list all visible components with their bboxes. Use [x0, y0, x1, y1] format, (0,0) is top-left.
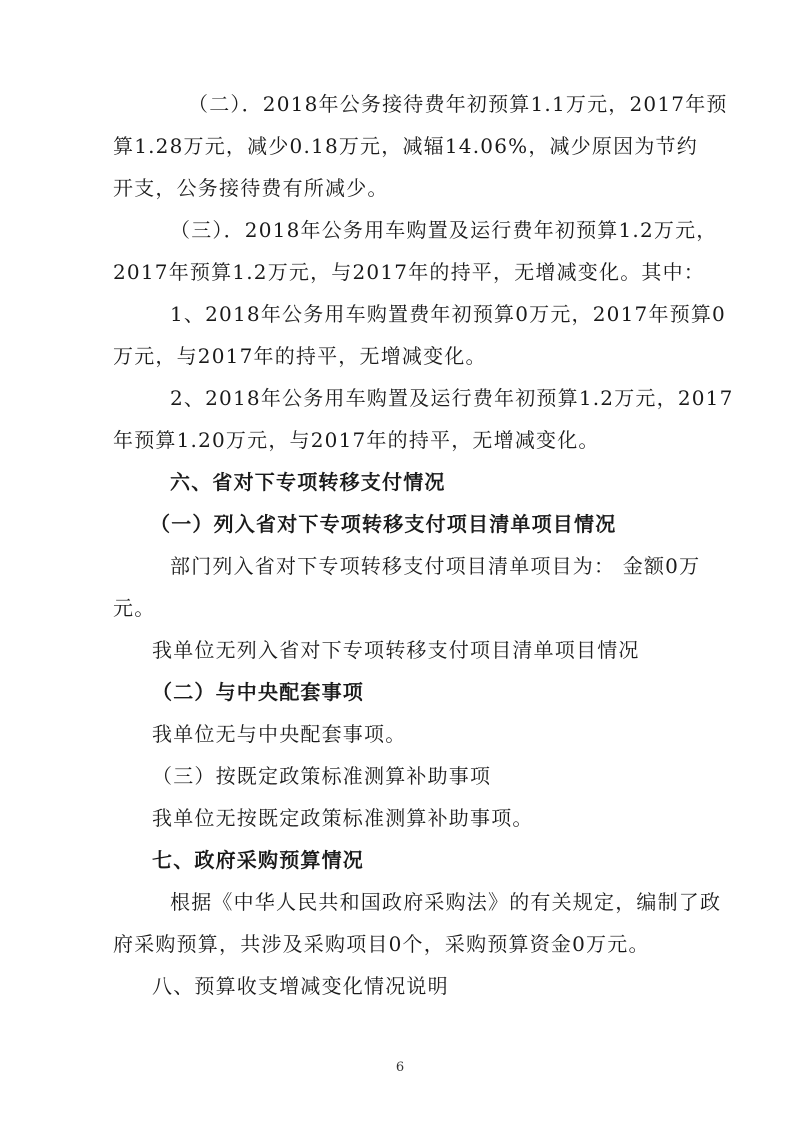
paragraph-line: 年预算1.20万元，与2017年的持平，无增减变化。	[113, 428, 600, 452]
paragraph-line: 我单位无与中央配套事项。	[152, 722, 407, 746]
paragraph-line: 我单位无列入省对下专项转移支付项目清单项目情况	[152, 638, 640, 662]
paragraph-line: 府采购预算，共涉及采购项目0个，采购预算资金0万元。	[113, 932, 650, 956]
page-number: 6	[395, 1060, 405, 1075]
section-heading-7: 七、政府采购预算情况	[152, 848, 364, 872]
section-heading-8: 八、预算收支增减变化情况说明	[152, 974, 449, 998]
paragraph-line: 根据《中华人民共和国政府采购法》的有关规定，编制了政	[170, 890, 722, 914]
paragraph-line: 我单位无按既定政策标准测算补助事项。	[152, 806, 534, 830]
paragraph-line: （二）．2018年公务接待费年初预算1.1万元，2017年预	[188, 92, 728, 116]
subsection-heading-6-1: （一）列入省对下专项转移支付项目清单项目情况	[150, 512, 617, 536]
paragraph-line: 1、2018年公务用车购置费年初预算0万元，2017年预算0	[170, 302, 726, 326]
paragraph-line: 算1.28万元，减少0.18万元，减辐14.06%，减少原因为节约	[113, 134, 698, 158]
paragraph-line: 元。	[113, 596, 156, 620]
section-heading-6: 六、省对下专项转移支付情况	[170, 470, 446, 494]
subsection-heading-6-2: （二）与中央配套事项	[152, 680, 364, 704]
paragraph-line: 部门列入省对下专项转移支付项目清单项目为： 金额0万	[170, 554, 701, 578]
subsection-heading-6-3: （三）按既定政策标准测算补助事项	[152, 764, 492, 788]
paragraph-line: 开支，公务接待费有所减少。	[113, 176, 389, 200]
paragraph-line: 万元，与2017年的持平，无增减变化。	[113, 344, 487, 368]
paragraph-line: 2017年预算1.2万元，与2017年的持平，无增减变化。其中：	[113, 260, 706, 284]
paragraph-line: （三）．2018年公务用车购置及运行费年初预算1.2万元，	[170, 218, 718, 242]
paragraph-line: 2、2018年公务用车购置及运行费年初预算1.2万元，2017	[170, 386, 734, 410]
